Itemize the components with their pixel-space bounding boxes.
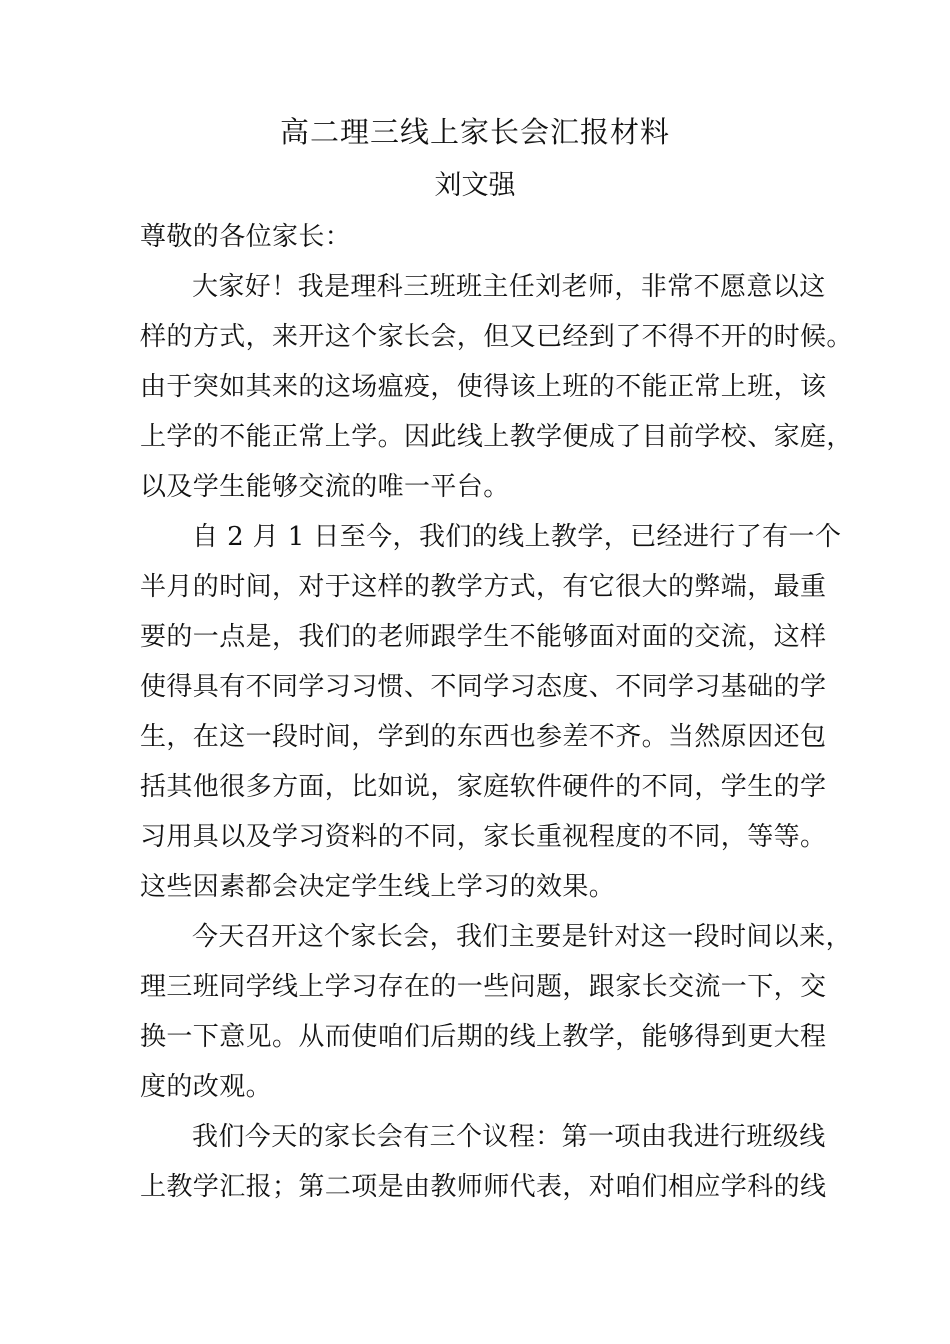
text-line: 这些因素都会决定学生线上学习的效果。 [140, 872, 616, 902]
text-line: 大家好！我是理科三班班主任刘老师，非常不愿意以这 [192, 272, 826, 302]
text-line: 换一下意见。从而使咱们后期的线上教学，能够得到更大程 [140, 1022, 827, 1052]
text-line: 使得具有不同学习习惯、不同学习态度、不同学习基础的学 [140, 672, 827, 702]
greeting-line: 尊敬的各位家长： [140, 222, 352, 252]
text-line: 生，在这一段时间，学到的东西也参差不齐。当然原因还包 [140, 722, 827, 752]
text-line: 上教学汇报；第二项是由教师师代表，对咱们相应学科的线 [140, 1172, 827, 1202]
document-title: 高二理三线上家长会汇报材料 [279, 115, 670, 149]
text-line: 由于突如其来的这场瘟疫，使得该上班的不能正常上班，该 [140, 372, 827, 402]
text-line: 我们今天的家长会有三个议程：第一项由我进行班级线 [192, 1122, 826, 1152]
text-line: 要的一点是，我们的老师跟学生不能够面对面的交流，这样 [140, 622, 827, 652]
document-body [140, 212, 853, 1212]
document-author: 刘文强 [434, 170, 516, 201]
text-line: 习用具以及学习资料的不同，家长重视程度的不同，等等。 [140, 822, 827, 852]
text-line: 以及学生能够交流的唯一平台。 [140, 472, 510, 502]
text-line: 理三班同学线上学习存在的一些问题，跟家长交流一下，交 [140, 972, 827, 1002]
text-line: 半月的时间，对于这样的教学方式，有它很大的弊端，最重 [140, 572, 827, 602]
text-line: 自 2 月 1 日至今，我们的线上教学，已经进行了有一个 [192, 522, 842, 552]
text-line: 度的改观。 [140, 1072, 273, 1102]
text-line: 今天召开这个家长会，我们主要是针对这一段时间以来， [192, 922, 853, 952]
text-line: 括其他很多方面，比如说，家庭软件硬件的不同，学生的学 [140, 772, 827, 802]
text-line: 样的方式，来开这个家长会，但又已经到了不得不开的时候。 [140, 322, 853, 352]
text-line: 上学的不能正常上学。因此线上教学便成了目前学校、家庭， [140, 422, 853, 452]
